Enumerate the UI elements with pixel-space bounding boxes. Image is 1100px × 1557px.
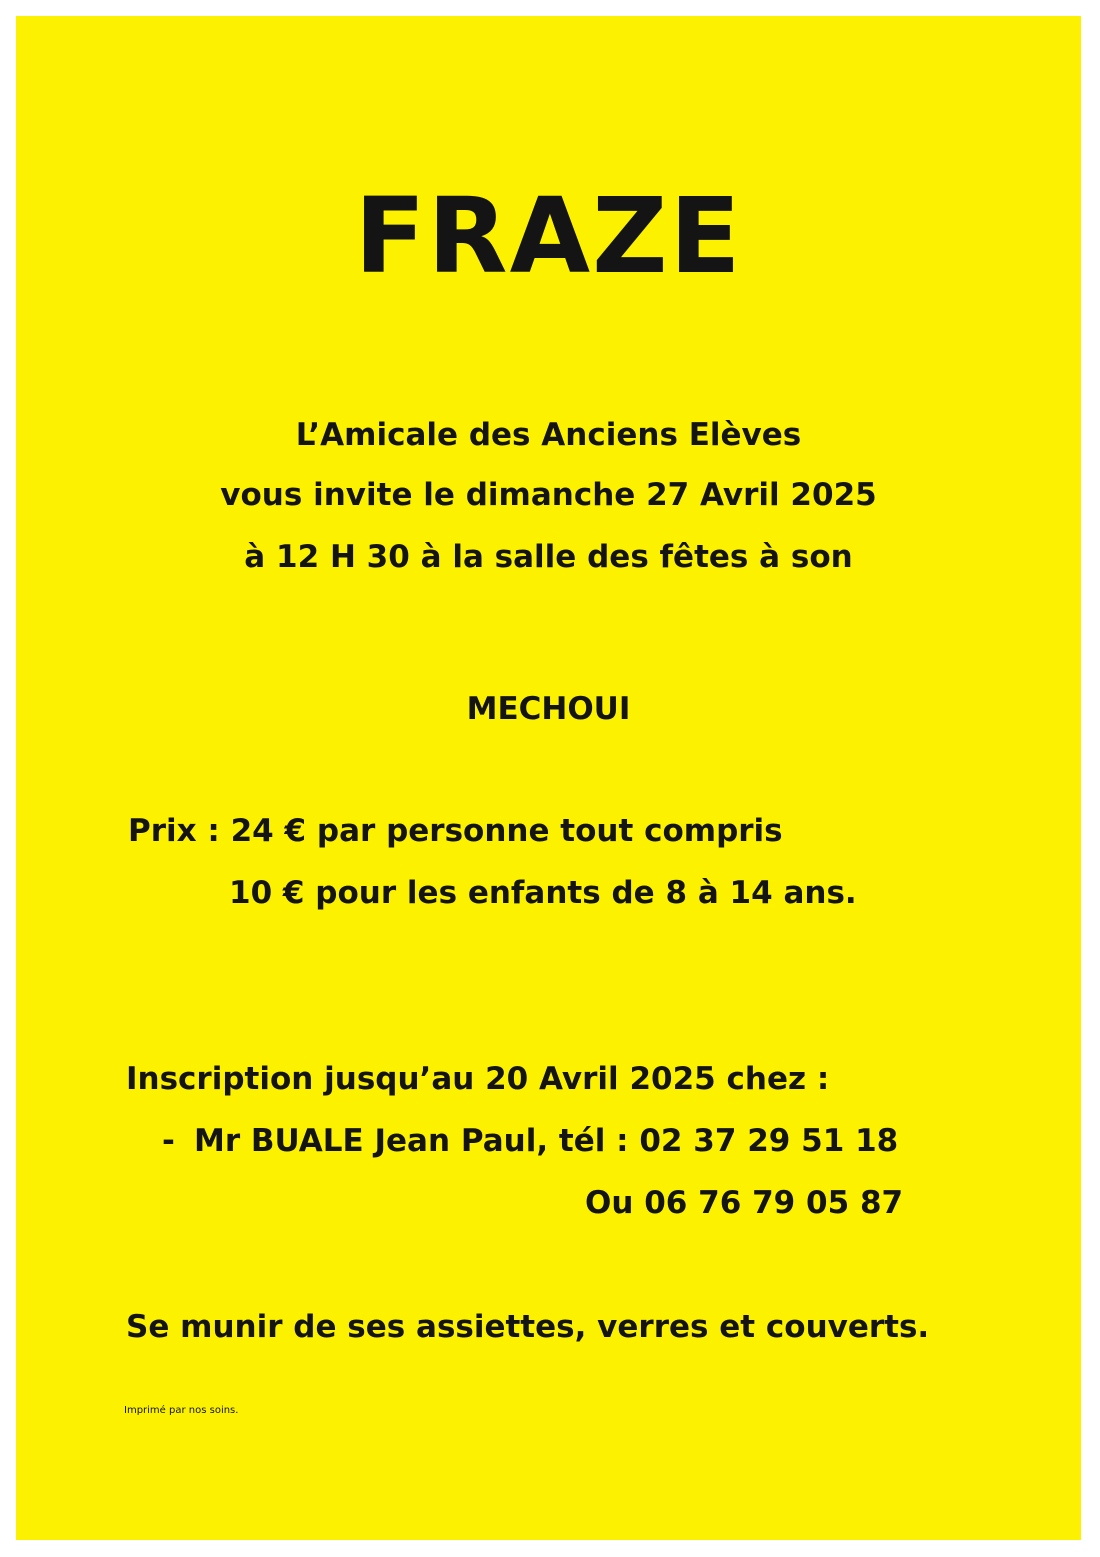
intro-line-3: à 12 H 30 à la salle des fêtes à son xyxy=(244,539,853,575)
registration-deadline: Inscription jusqu’au 20 Avril 2025 chez : xyxy=(126,1061,830,1097)
intro-line-1: L’Amicale des Anciens Elèves xyxy=(295,417,802,453)
printing-note: Imprimé par nos soins. xyxy=(124,1405,239,1416)
dish-name: MECHOUI xyxy=(466,691,631,727)
contact-bullet: - xyxy=(162,1123,175,1159)
contact-line: Mr BUALE Jean Paul, tél : 02 37 29 51 18 xyxy=(194,1123,899,1159)
poster-title: FRAZE xyxy=(354,175,743,297)
reminder-line: Se munir de ses assiettes, verres et couverts. xyxy=(126,1309,930,1345)
contact-alt-phone: Ou 06 76 79 05 87 xyxy=(585,1185,904,1221)
intro-line-2: vous invite le dimanche 27 Avril 2025 xyxy=(220,477,877,513)
price-line-children: 10 € pour les enfants de 8 à 14 ans. xyxy=(229,875,857,911)
poster xyxy=(16,16,1081,1540)
price-line-adults: Prix : 24 € par personne tout compris xyxy=(128,813,783,849)
